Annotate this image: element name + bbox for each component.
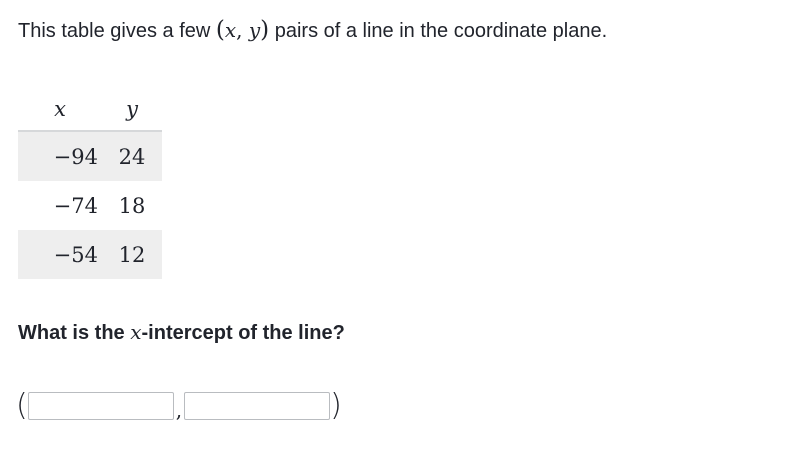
close-paren: )	[330, 388, 342, 423]
question-text-after: -intercept of the line?	[141, 322, 345, 344]
variable-x: x	[224, 18, 237, 42]
answer-coordinate-entry	[16, 386, 342, 426]
cell-y: 18	[118, 193, 146, 218]
question-prompt	[18, 318, 345, 347]
y-coordinate-input[interactable]	[184, 392, 330, 420]
open-paren: (	[16, 388, 28, 423]
column-header-x: x	[18, 88, 102, 131]
cell-y: 24	[102, 131, 162, 181]
xy-table	[18, 88, 162, 279]
table-row	[18, 230, 162, 279]
intro-text-after: pairs of a line in the coordinate plane.	[269, 20, 608, 42]
cell-x: −74	[53, 193, 98, 218]
coordinate-pair-notation: (x, y)	[215, 17, 270, 43]
comma-separator: ,	[175, 398, 183, 422]
cell-y: 12	[102, 230, 162, 279]
x-coordinate-input[interactable]	[28, 392, 174, 420]
problem-statement	[18, 16, 607, 45]
table-row	[18, 181, 162, 230]
column-header-y: y	[102, 88, 162, 131]
table-row	[18, 131, 162, 181]
variable-x: x	[130, 320, 142, 344]
variable-y: y	[248, 18, 261, 42]
cell-x: −54	[18, 230, 102, 279]
intro-text-before: This table gives a few	[18, 20, 216, 42]
question-text-before: What is the	[18, 322, 131, 344]
cell-x: −94	[18, 131, 102, 181]
table-header-row	[18, 88, 162, 131]
